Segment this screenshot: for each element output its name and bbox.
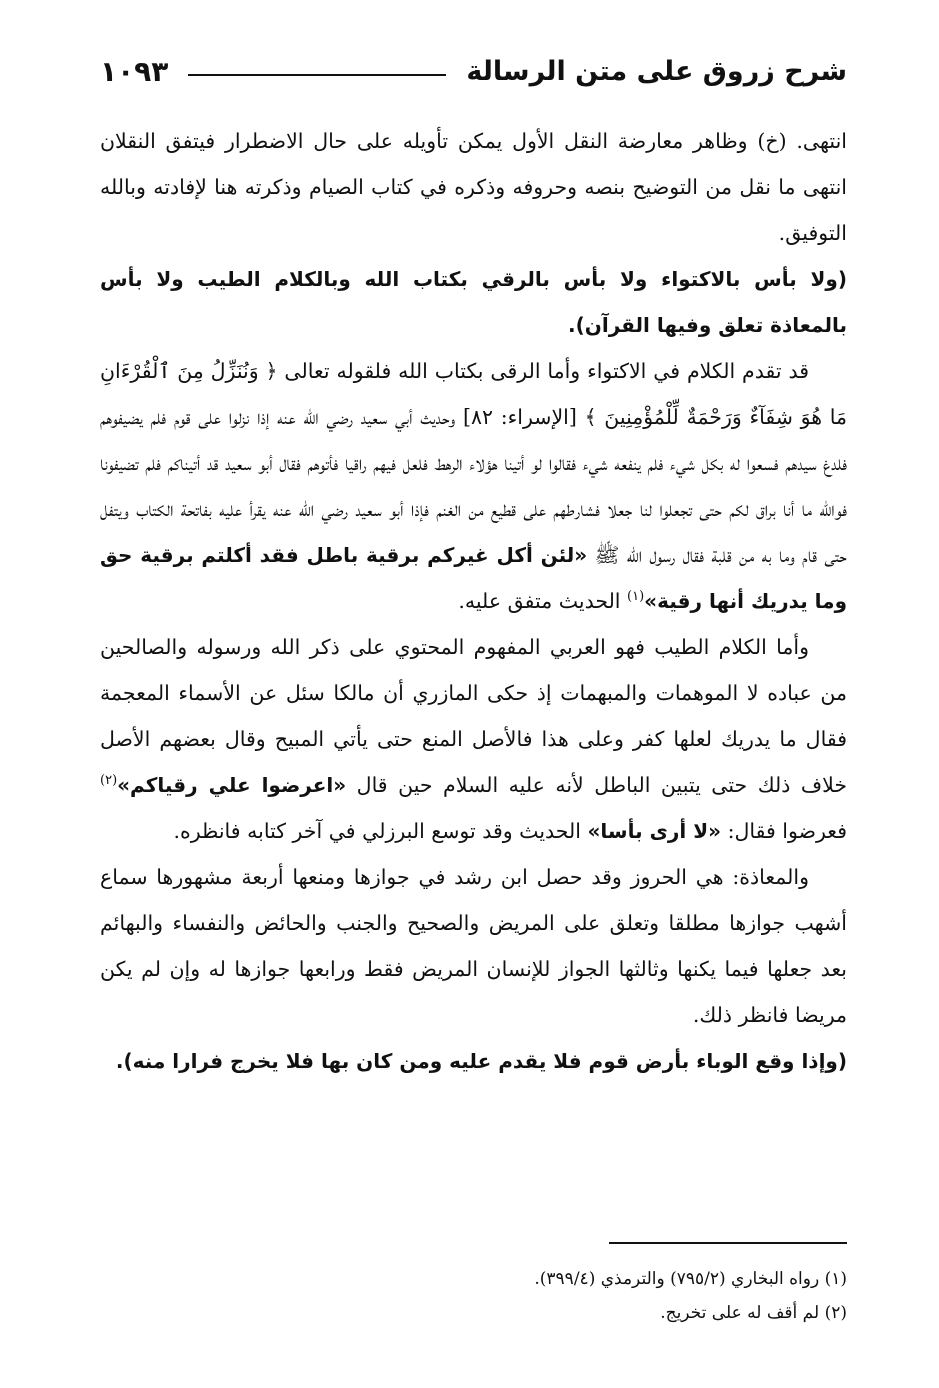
footnote: (٢) لم أقف له على تخريج.	[660, 1303, 847, 1323]
footnote-rule	[609, 1242, 847, 1244]
footnotes	[100, 1262, 847, 1330]
running-header	[100, 46, 847, 96]
text-segment: والمعاذة: هي الحروز وقد حصل ابن رشد في جوازها ومنعها أربعة مشهورها سماع أشهب جوازها مطلقا وتعلق على المريض والصحيح والجنب والحائض والنفساء والبهائم بعد جعلها فيما يكنها وثالثها الجواز للإنسان المريض فقط ورابعها جوازها له وإن لم يكن مريضا فانظر ذلك.	[100, 865, 847, 1027]
quran-verse: ﴿ وَنُنَزِّلُ مِنَ ٱلْقُرْءَانِ مَا هُوَ شِفَآءٌ وَرَحْمَةٌ لِّلْمُؤْمِنِينَ ﴾	[100, 359, 847, 429]
header-rule	[188, 74, 446, 76]
paragraph	[100, 256, 847, 348]
bold-text: «لا أرى بأسا»	[587, 819, 722, 843]
paragraph	[100, 624, 847, 854]
bold-text: «لئن أكل غيركم برقية باطل فقد أكلتم برقية حق وما يدريك أنها رقية»	[100, 543, 847, 613]
paragraph	[100, 854, 847, 1038]
paragraph	[100, 348, 847, 624]
bold-text: «اعرضوا علي رقياكم»	[117, 773, 347, 797]
running-title: شرح زروق على متن الرسالة	[466, 55, 847, 87]
text-segment: قد تقدم الكلام في الاكتواء وأما الرقى بكتاب الله فلقوله تعالى	[277, 359, 809, 383]
bold-text: (وإذا وقع الوباء بأرض قوم فلا يقدم عليه ومن كان بها فلا يخرج فرارا منه).	[115, 1049, 847, 1073]
text-segment: فعرضوا فقال:	[721, 819, 847, 843]
text-segment: الحديث متفق عليه.	[458, 589, 628, 613]
bold-text: (ولا بأس بالاكتواء ولا بأس بالرقي بكتاب الله وبالكلام الطيب ولا بأس بالمعاذة تعلق وفيها القرآن).	[100, 267, 847, 337]
footnote-marker: (٢)	[100, 773, 118, 789]
page-number: ١٠٩٣	[100, 54, 169, 88]
footnote: (١) رواه البخاري (٧٩٥/٢) والترمذي (٣٩٩/٤).	[534, 1269, 847, 1289]
paragraph	[100, 118, 847, 256]
text-segment: الحديث وقد توسع البرزلي في آخر كتابه فانظره.	[173, 819, 588, 843]
footnote-marker: (١)	[627, 589, 645, 605]
text-segment: [الإسراء: ٨٢] وحديث أبي سعيد رضي الله عنه إذا نزلوا على قوم فلم يضيفوهم فلدغ سيدهم فسعوا له بكل شيء فلم ينفعه شيء فقالوا لو أتينا هؤلاء الرهط فلعل فيهم راقيا فأتوهم فقال أبو سعيد قد أتيناكم فلم تضيفونا فوالله ما أنا براق لكم حتى تجعلوا لنا جعلا فشارطهم على قطيع من الغنم فإذا أبو سعيد رضي الله عنه يقرأ عليه بفاتحة الكتاب ويتفل حتى قام وما به من قلبة فقال رسول الله ﷺ	[100, 405, 847, 567]
paragraph	[100, 1038, 847, 1084]
text-segment: انتهى. (خ) وظاهر معارضة النقل الأول يمكن تأويله على حال الاضطرار فيتفق النقلان انتهى ما نقل من التوضيح بنصه وحروفه وذكره في كتاب الصيام وذكرته هنا لإفادته وبالله التوفيق.	[100, 129, 847, 245]
main-text	[100, 118, 847, 1084]
text-segment: وأما الكلام الطيب فهو العربي المفهوم المحتوي على ذكر الله ورسوله والصالحين من عباده لا الموهمات والمبهمات إذ حكى المازري أن مالكا سئل عن الأسماء المعجمة فقال ما يدريك لعلها كفر وعلى هذا فالأصل المنع حتى يأتي المبيح وقال بعضهم الأصل خلاف ذلك حتى يتبين الباطل لأنه عليه السلام حين قال	[100, 635, 848, 797]
